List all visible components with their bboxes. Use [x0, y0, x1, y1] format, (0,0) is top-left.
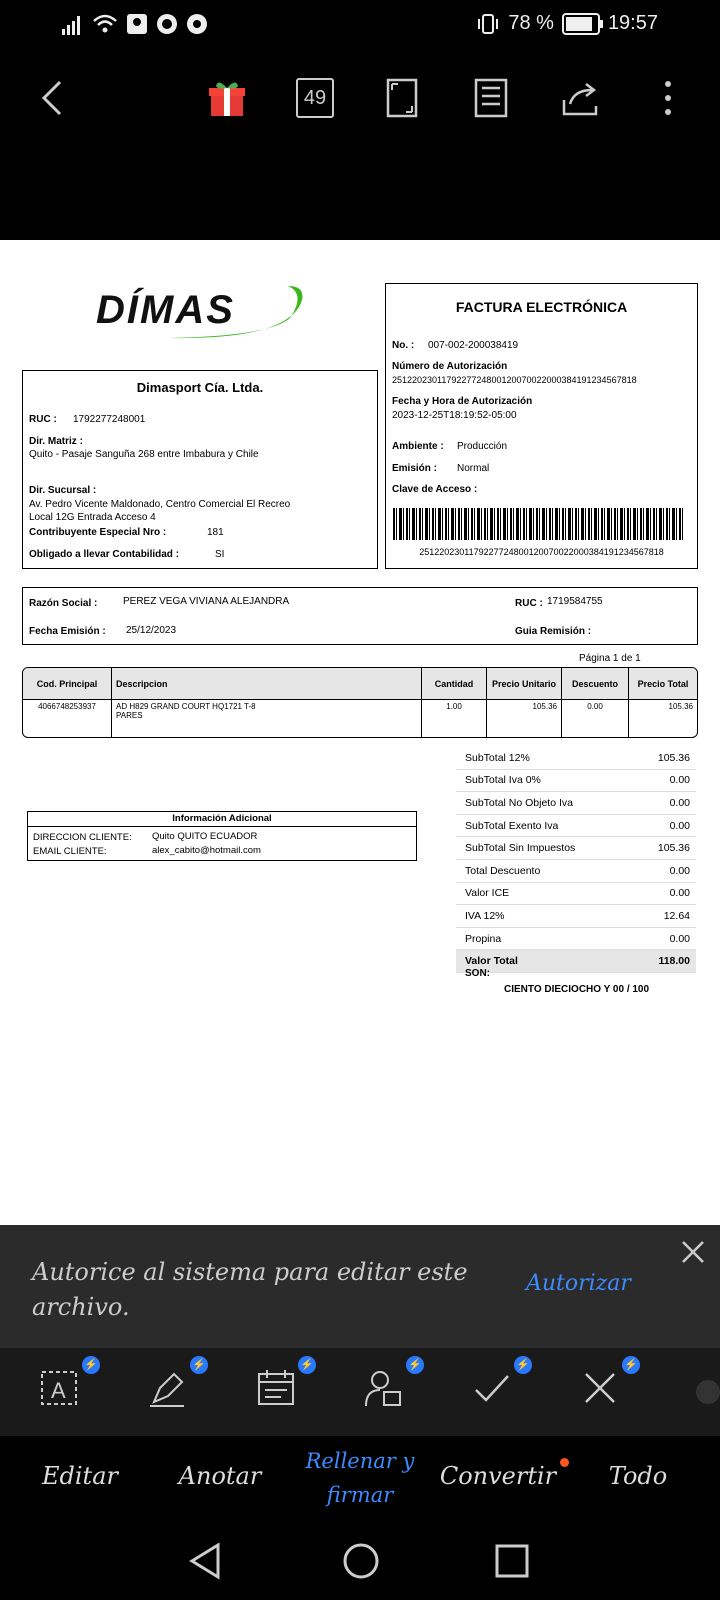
- fill-sign-tools: [0, 1348, 720, 1436]
- company-logo: DÍMAS: [96, 288, 235, 332]
- tab-anotar[interactable]: Anotar: [178, 1462, 262, 1490]
- col-precio-unitario: Precio Unitario: [487, 668, 562, 700]
- total-value: 0.00: [669, 887, 690, 900]
- item-desc-line2: PARES: [116, 711, 143, 720]
- info-dir-value: Quito QUITO ECUADOR: [152, 831, 258, 842]
- total-label: Total Descuento: [465, 864, 541, 877]
- gift-icon[interactable]: [208, 78, 246, 118]
- checkmark-tool[interactable]: [472, 1359, 530, 1408]
- total-label: Propina: [465, 932, 502, 945]
- document-title: FACTURA ELECTRÓNICA: [455, 299, 628, 315]
- nav-home-icon[interactable]: [342, 1542, 380, 1580]
- tab-convertir[interactable]: Convertir: [439, 1462, 557, 1490]
- emision-value: Normal: [457, 463, 490, 474]
- bottom-tab-bar: [0, 1436, 720, 1526]
- item-descripcion: [112, 700, 422, 738]
- total-value: 0.00: [669, 932, 690, 945]
- col-cod: Cod. Principal: [23, 668, 112, 700]
- person-card-icon: [364, 1368, 404, 1408]
- close-icon[interactable]: [680, 1239, 706, 1265]
- dir-sucursal-label: Dir. Sucursal :: [29, 485, 97, 496]
- contabilidad-label: Obligado a llevar Contabilidad :: [29, 549, 180, 560]
- status-bar: [0, 0, 720, 50]
- invoice-number: 007-002-200038419: [428, 340, 519, 351]
- total-row: [456, 883, 696, 906]
- premium-bolt-icon: ⚡: [514, 1356, 532, 1374]
- total-label: SubTotal Sin Impuestos: [465, 842, 576, 855]
- razon-social-value: PEREZ VEGA VIVIANA ALEJANDRA: [123, 596, 290, 607]
- item-descuento: 0.00: [562, 700, 629, 738]
- banner-message: Autorice al sistema para editar este archivo.: [32, 1258, 468, 1321]
- fullscreen-icon[interactable]: [386, 78, 418, 118]
- info-dir-label: DIRECCION CLIENTE:: [33, 832, 132, 843]
- total-value: 105.36: [657, 842, 690, 855]
- wifi-icon: [92, 13, 118, 35]
- items-table: [22, 667, 698, 738]
- additional-info-box: [27, 811, 417, 861]
- reading-mode-icon[interactable]: [474, 78, 508, 118]
- grand-total-row: [456, 950, 696, 973]
- more-options-icon[interactable]: [662, 78, 674, 118]
- tab-editar[interactable]: Editar: [42, 1462, 118, 1490]
- viewer-toolbar: [0, 60, 720, 140]
- contribuyente-label: Contribuyente Especial Nro :: [29, 527, 167, 538]
- chrome-icon: [186, 13, 208, 35]
- total-row: [456, 815, 696, 838]
- total-value: 0.00: [669, 774, 690, 787]
- son-label: SON:: [465, 968, 490, 979]
- info-email-value: alex_cabito@hotmail.com: [152, 845, 261, 856]
- authorize-banner: [0, 1225, 720, 1348]
- svg-text:A: A: [51, 1378, 66, 1403]
- page-count: 49: [303, 87, 327, 109]
- calendar-icon: [256, 1368, 296, 1408]
- item-precio-unitario: 105.36: [487, 700, 562, 738]
- tab-todo[interactable]: Todo: [608, 1462, 668, 1490]
- page-indicator: Página 1 de 1: [579, 653, 641, 664]
- clave-label: Clave de Acceso :: [392, 484, 478, 495]
- premium-bolt-icon: ⚡: [190, 1356, 208, 1374]
- signal-icon: [62, 13, 84, 35]
- total-label: SubTotal Iva 0%: [465, 774, 541, 787]
- item-cantidad: 1.00: [422, 700, 487, 738]
- dir-sucursal-line1: Av. Pedro Vicente Maldonado, Centro Comercial El Recreo: [29, 499, 291, 510]
- client-box: [22, 587, 698, 645]
- checkmark-icon: [472, 1368, 512, 1408]
- cross-tool[interactable]: [580, 1359, 638, 1408]
- total-value: 0.00: [669, 819, 690, 832]
- ruc-value: 1792277248001: [73, 414, 146, 425]
- col-precio-total: Precio Total: [629, 668, 698, 700]
- item-cod: 4066748253937: [23, 700, 112, 738]
- info-email-label: EMAIL CLIENTE:: [33, 846, 107, 857]
- total-label: Valor ICE: [465, 887, 510, 900]
- authorize-link[interactable]: Autorizar: [526, 1271, 631, 1296]
- total-row: [456, 770, 696, 793]
- nav-back-icon[interactable]: [188, 1542, 222, 1580]
- fecha-autorizacion-value: 2023-12-25T18:19:52-05:00: [392, 410, 517, 421]
- son-value: CIENTO DIECIOCHO Y 00 / 100: [504, 984, 650, 995]
- premium-bolt-icon: ⚡: [406, 1356, 424, 1374]
- image-notification-icon: [126, 13, 148, 35]
- company-name: Dimasport Cía. Ltda.: [136, 380, 264, 395]
- premium-bolt-icon: ⚡: [298, 1356, 316, 1374]
- col-descuento: Descuento: [562, 668, 629, 700]
- table-row: [23, 700, 697, 738]
- cross-icon: [580, 1368, 620, 1408]
- clock: 19:57: [607, 12, 658, 34]
- premium-bolt-icon: ⚡: [622, 1356, 640, 1374]
- dir-matriz-label: Dir. Matriz :: [29, 436, 83, 447]
- clave-value: 2512202301179227724800120070022000384191234567818: [419, 547, 664, 557]
- total-row: [456, 747, 696, 770]
- vibrate-icon: [476, 13, 500, 35]
- issuer-box: [22, 370, 378, 569]
- contribuyente-value: 181: [207, 527, 224, 538]
- ruc-label: RUC :: [29, 414, 57, 425]
- text-box-icon: [40, 1368, 80, 1408]
- fecha-emision-label: Fecha Emisión :: [29, 626, 106, 637]
- totals-table: [456, 747, 696, 973]
- table-header: [23, 668, 697, 700]
- total-row: [456, 905, 696, 928]
- additional-info-title: Información Adicional: [28, 812, 416, 827]
- ambiente-label: Ambiente :: [392, 441, 444, 452]
- invoice-page: [0, 240, 720, 1225]
- dir-matriz-value: Quito - Pasaje Sanguña 268 entre Imbabura y Chile: [29, 449, 259, 460]
- status-icons: [62, 13, 208, 35]
- item-precio-total: 105.36: [668, 702, 693, 711]
- grand-total-label: Valor Total: [465, 955, 518, 968]
- status-right: [476, 12, 658, 35]
- fecha-autorizacion-label: Fecha y Hora de Autorización: [392, 396, 533, 407]
- pen-icon: [148, 1368, 188, 1408]
- guia-remision-label: Guia Remisión :: [515, 626, 592, 637]
- total-value: 12.64: [663, 909, 690, 922]
- page-count-button[interactable]: [296, 78, 334, 118]
- total-row: [456, 837, 696, 860]
- ambiente-value: Producción: [457, 441, 508, 452]
- col-descripcion: Descripcion: [112, 668, 422, 700]
- chat-notification-icon: [156, 13, 178, 35]
- razon-social-label: Razón Social :: [29, 598, 98, 609]
- share-icon[interactable]: [560, 78, 600, 118]
- client-ruc-label: RUC :: [515, 598, 543, 609]
- total-row: [456, 792, 696, 815]
- client-ruc-value: 1719584755: [547, 596, 603, 607]
- total-label: IVA 12%: [465, 909, 505, 922]
- fecha-emision-value: 25/12/2023: [126, 625, 177, 636]
- invoice-number-label: No. :: [392, 340, 415, 351]
- total-label: SubTotal Exento Iva: [465, 819, 559, 832]
- total-row: [456, 860, 696, 883]
- total-value: 0.00: [669, 796, 690, 809]
- signature-tool[interactable]: [148, 1359, 206, 1408]
- grand-total-value: 118.00: [658, 955, 690, 968]
- emision-label: Emisión :: [392, 463, 438, 474]
- total-value: 105.36: [657, 751, 690, 764]
- total-label: SubTotal No Objeto Iva: [465, 796, 573, 809]
- contabilidad-value: SI: [215, 549, 225, 560]
- tab-rellenar-firmar[interactable]: Rellenar y firmar: [305, 1449, 415, 1507]
- logo-swoosh: [160, 280, 310, 344]
- back-arrow-icon[interactable]: [38, 78, 68, 118]
- notification-dot: [560, 1458, 569, 1467]
- more-tools-dot[interactable]: [696, 1380, 720, 1404]
- battery-percent: 78 %: [508, 12, 554, 34]
- system-nav-bar: [0, 1526, 720, 1600]
- autorizacion-value: 2512202301179227724800120070022000384191234567818: [392, 375, 637, 385]
- autorizacion-label: Número de Autorización: [392, 361, 508, 372]
- text-tool[interactable]: [40, 1359, 98, 1408]
- item-desc-line1: AD H829 GRAND COURT HQ1721 T-8: [116, 702, 256, 711]
- battery-icon: [562, 13, 600, 35]
- nav-recents-icon[interactable]: [494, 1543, 530, 1579]
- total-label: SubTotal 12%: [465, 751, 530, 764]
- col-cantidad: Cantidad: [422, 668, 487, 700]
- initials-tool[interactable]: [364, 1359, 422, 1408]
- access-key-barcode: [393, 508, 685, 540]
- total-value: 0.00: [669, 864, 690, 877]
- dir-sucursal-line2: Local 12G Entrada Acceso 4: [29, 512, 156, 523]
- total-row: [456, 928, 696, 951]
- premium-bolt-icon: ⚡: [82, 1356, 100, 1374]
- date-tool[interactable]: [256, 1359, 314, 1408]
